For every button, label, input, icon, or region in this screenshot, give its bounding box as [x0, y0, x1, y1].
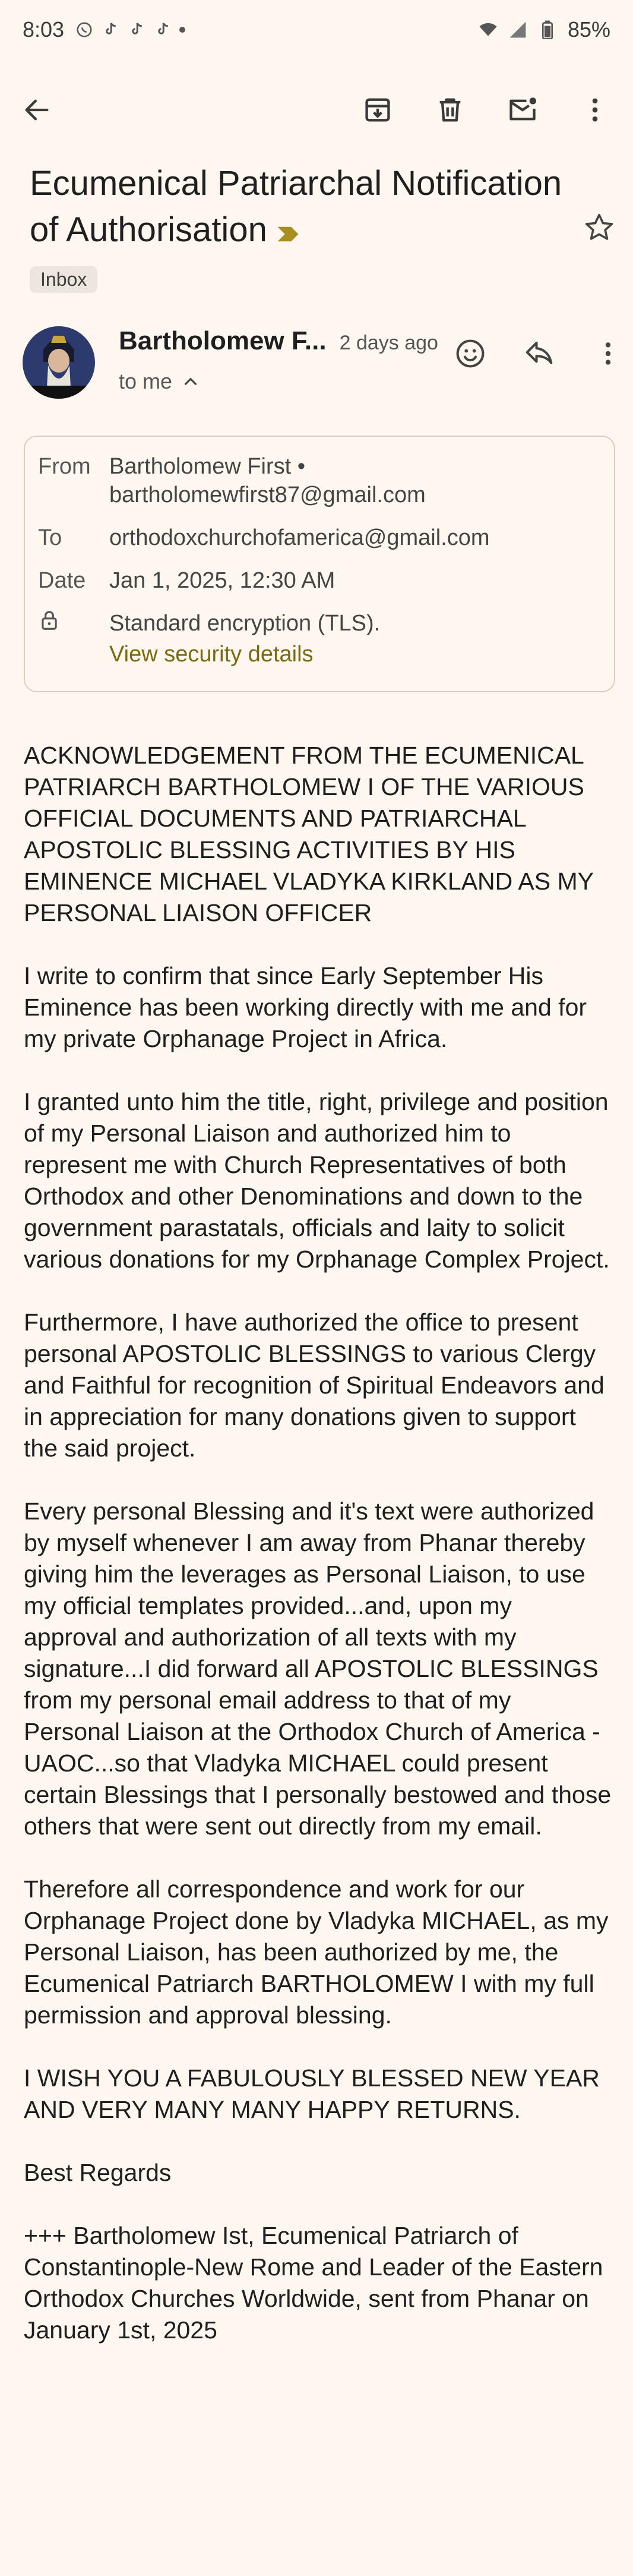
more-notifications-dot-icon — [179, 27, 185, 33]
reply-icon — [523, 338, 555, 370]
more-options-button[interactable] — [576, 91, 614, 129]
encryption-text: Standard encryption (TLS). — [109, 610, 381, 636]
sender-line — [119, 326, 438, 356]
signal-icon — [508, 20, 527, 39]
battery-percent: 85% — [567, 17, 610, 42]
status-time: 8:03 — [23, 17, 65, 42]
email-subject — [30, 160, 564, 256]
body-paragraph: I WISH YOU A FABULOUSLY BLESSED NEW YEAR AND VERY MANY MANY HAPPY RETURNS. — [24, 2064, 606, 2123]
back-button[interactable] — [18, 91, 56, 129]
mail-unread-icon — [507, 94, 538, 125]
message-more-button[interactable] — [589, 335, 627, 373]
from-label: From — [38, 453, 91, 479]
archive-icon — [362, 94, 393, 125]
tiktok-icon — [153, 20, 172, 39]
date-row — [38, 566, 597, 595]
view-security-details-link[interactable]: View security details — [109, 641, 314, 667]
body-paragraph: +++ Bartholomew Ist, Ecumenical Patriarch of Constantinople-New Rome and Leader of the Eastern Orthodox Churches Worldwide, sent from Phanar on January 1st, 2025 — [24, 2221, 610, 2344]
body-paragraph: Every personal Blessing and it's text were authorized by myself whenever I am away from Phanar thereby giving him the leverages as Personal Liaison, to use my official templates provided...and, upon my approval and authorization of all texts with my signature...I did forward all APOSTOLIC BLESSINGS from my personal email address to that of my Personal Liaison at the Orthodox Church of America - UAOC...so that Vladyka MICHAEL could present certain Blessings that I personally bestowed and those others that were sent out directly from my email. — [24, 1497, 618, 1840]
toolbar-actions — [359, 91, 614, 129]
star-button[interactable] — [578, 207, 620, 248]
subject-section — [0, 160, 633, 293]
body-paragraph: I write to confirm that since Early September His Eminence has been working directly with me and for my private Orphanage Project in Africa. — [24, 961, 594, 1052]
to-label: To — [38, 525, 62, 550]
body-paragraph: Therefore all correspondence and work for our Orphanage Project done by Vladyka MICHAEL, as my Personal Liaison, has been authorized by me, the Ecumenical Patriarch BARTHOLOMEW I with my full permission and approval blessing. — [24, 1875, 615, 2029]
add-reaction-button[interactable] — [451, 335, 489, 373]
sender-info[interactable] — [119, 326, 438, 394]
separator-dot: • — [291, 453, 306, 479]
status-bar — [0, 0, 633, 59]
tiktok-icon — [127, 20, 146, 39]
status-right — [479, 17, 610, 42]
sender-name: Bartholomew F... — [119, 326, 327, 355]
body-paragraph: Best Regards — [24, 2158, 172, 2186]
more-vert-icon — [580, 94, 610, 125]
recipient-toggle[interactable] — [119, 369, 438, 394]
delete-button[interactable] — [431, 91, 469, 129]
mark-unread-button[interactable] — [504, 91, 542, 129]
message-details-card — [24, 436, 615, 692]
lock-icon-wrap — [38, 609, 109, 669]
to-row — [38, 524, 597, 552]
date-label: Date — [38, 567, 86, 593]
from-email[interactable]: bartholomewfirst87@gmail.com — [109, 482, 426, 507]
date-value: Jan 1, 2025, 12:30 AM — [109, 567, 336, 593]
emoji-icon — [454, 338, 486, 370]
chevron-up-icon — [181, 371, 201, 392]
encryption-value — [109, 609, 380, 669]
top-app-bar — [0, 59, 633, 160]
lock-icon — [38, 609, 61, 632]
wifi-icon — [479, 20, 498, 39]
reply-button[interactable] — [520, 335, 558, 373]
whatsapp-icon — [75, 20, 94, 39]
body-paragraph: ACKNOWLEDGEMENT FROM THE ECUMENICAL PATRIARCH BARTHOLOMEW I OF THE VARIOUS OFFICIAL DOCUMENTS AND PATRIARCHAL APOSTOLIC BLESSING ACTIVITIES BY HIS EMINENCE MICHAEL VLADYKA KIRKLAND AS MY PERSONAL LIAISON OFFICER — [24, 741, 600, 926]
more-vert-icon — [593, 339, 623, 368]
archive-button[interactable] — [359, 91, 397, 129]
from-row — [38, 452, 597, 509]
important-marker-icon[interactable] — [276, 209, 300, 256]
body-paragraph: I granted unto him the title, right, privilege and position of my Personal Liaison and authorized him to represent me with Church Representatives of both Orthodox and other Denominations and down to the government parastatals, officials and laity to solicit various donations for my Orphanage Complex Project. — [24, 1087, 615, 1273]
recipient-summary: to me — [119, 368, 173, 393]
notification-icons — [75, 20, 185, 39]
body-paragraph: Furthermore, I have authorized the office to present personal APOSTOLIC BLESSINGS to various Clergy and Faithful for recognition of Spiritual Endeavors and in appreciation for many donations given to support the said project. — [24, 1308, 612, 1462]
status-left — [23, 17, 185, 42]
from-name: Bartholomew First — [109, 453, 292, 479]
sender-row — [0, 326, 633, 415]
subject-text: Ecumenical Patriarchal Notification of Authorisation — [30, 164, 562, 249]
battery-icon — [538, 20, 557, 39]
sender-avatar[interactable] — [23, 326, 95, 399]
email-body — [0, 740, 633, 2346]
inbox-label-chip[interactable]: Inbox — [30, 266, 97, 293]
tiktok-icon — [101, 20, 120, 39]
sent-time: 2 days ago — [339, 331, 438, 354]
star-outline-icon — [583, 212, 615, 244]
message-actions — [451, 335, 627, 373]
arrow-back-icon — [21, 94, 52, 125]
to-value[interactable]: orthodoxchurchofamerica@gmail.com — [109, 525, 490, 550]
from-value — [109, 452, 426, 509]
trash-icon — [435, 94, 466, 125]
encryption-row — [38, 609, 597, 669]
